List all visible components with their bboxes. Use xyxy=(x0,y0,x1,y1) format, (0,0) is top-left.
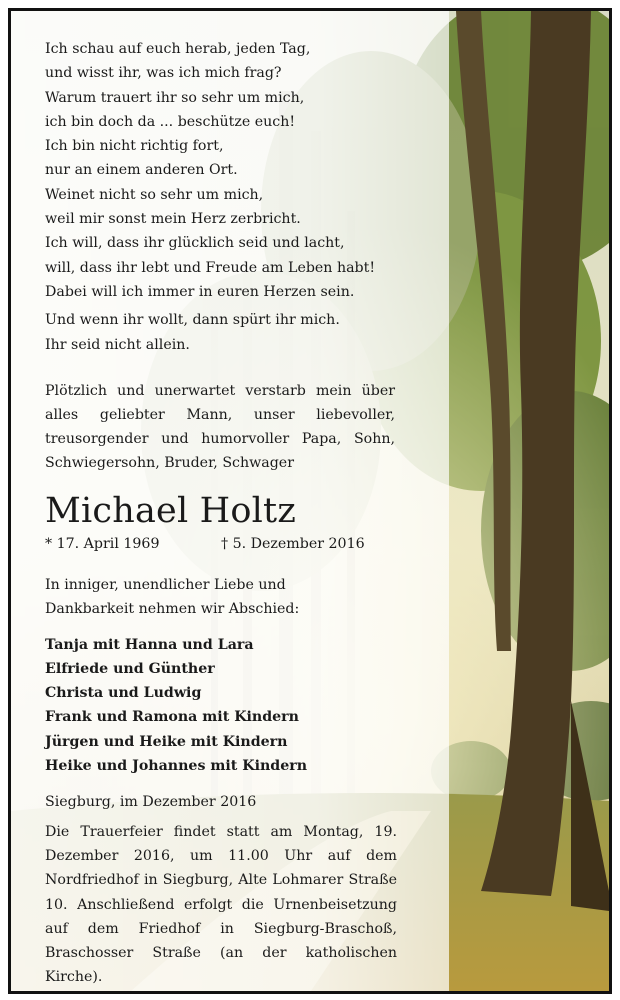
poem-line: nur an einem anderen Ort. xyxy=(45,162,238,179)
mourner-entry: Jürgen und Heike mit Kindern xyxy=(45,733,288,750)
mourners-list xyxy=(45,633,395,778)
poem-line: Warum trauert ihr so sehr um mich, xyxy=(45,89,305,106)
death-announcement: Plötzlich und unerwartet verstarb mein über alles geliebter Mann, unser liebevoller, treusorgender und humorvoller Papa, Sohn, Schwiegersohn, Bruder, Schwager xyxy=(45,382,395,471)
farewell-line: In inniger, unendlicher Liebe und xyxy=(45,576,286,593)
farewell-text xyxy=(45,573,395,621)
funeral-notice: Die Trauerfeier findet statt am Montag, 19. Dezember 2016, um 11.00 Uhr auf dem Nordfriedhof in Siegburg, Alte Lohmarer Straße 10. Anschließend erfolgt die Urnenbeisetzung auf dem Friedhof in Siegburg-Braschoß, Braschosser Straße (an der katholischen Kirche). xyxy=(45,824,397,986)
obituary-frame xyxy=(8,8,612,994)
mourner-entry: Christa und Ludwig xyxy=(45,685,202,702)
poem-line: Ihr seid nicht allein. xyxy=(45,336,190,353)
poem-line: will, dass ihr lebt und Freude am Leben habt! xyxy=(45,259,376,276)
mourner-entry: Heike und Johannes mit Kindern xyxy=(45,757,308,774)
obituary-content xyxy=(45,37,395,990)
poem-line: ich bin doch da ... beschütze euch! xyxy=(45,113,296,130)
place-and-date: Siegburg, im Dezember 2016 xyxy=(45,794,257,811)
poem-line: und wisst ihr, was ich mich frag? xyxy=(45,65,282,82)
farewell-line: Dankbarkeit nehmen wir Abschied: xyxy=(45,600,300,617)
poem-line: Dabei will ich immer in euren Herzen sein. xyxy=(45,283,355,300)
poem-line: Ich bin nicht richtig fort, xyxy=(45,138,224,155)
life-dates xyxy=(45,533,395,555)
poem-line: Weinet nicht so sehr um mich, xyxy=(45,186,264,203)
deceased-name: Michael Holtz xyxy=(45,490,296,531)
poem-line: weil mir sonst mein Herz zerbricht. xyxy=(45,211,301,228)
death-date: † 5. Dezember 2016 xyxy=(221,535,365,552)
poem-line: Ich will, dass ihr glücklich seid und lacht, xyxy=(45,235,345,252)
birth-date: * 17. April 1969 xyxy=(45,535,160,552)
poem-line: Ich schau auf euch herab, jeden Tag, xyxy=(45,41,311,57)
poem xyxy=(45,37,395,357)
poem-line: Und wenn ihr wollt, dann spürt ihr mich. xyxy=(45,312,340,329)
mourner-entry: Tanja mit Hanna und Lara xyxy=(45,636,254,653)
mourner-entry: Frank und Ramona mit Kindern xyxy=(45,709,299,726)
mourner-entry: Elfriede und Günther xyxy=(45,661,215,678)
